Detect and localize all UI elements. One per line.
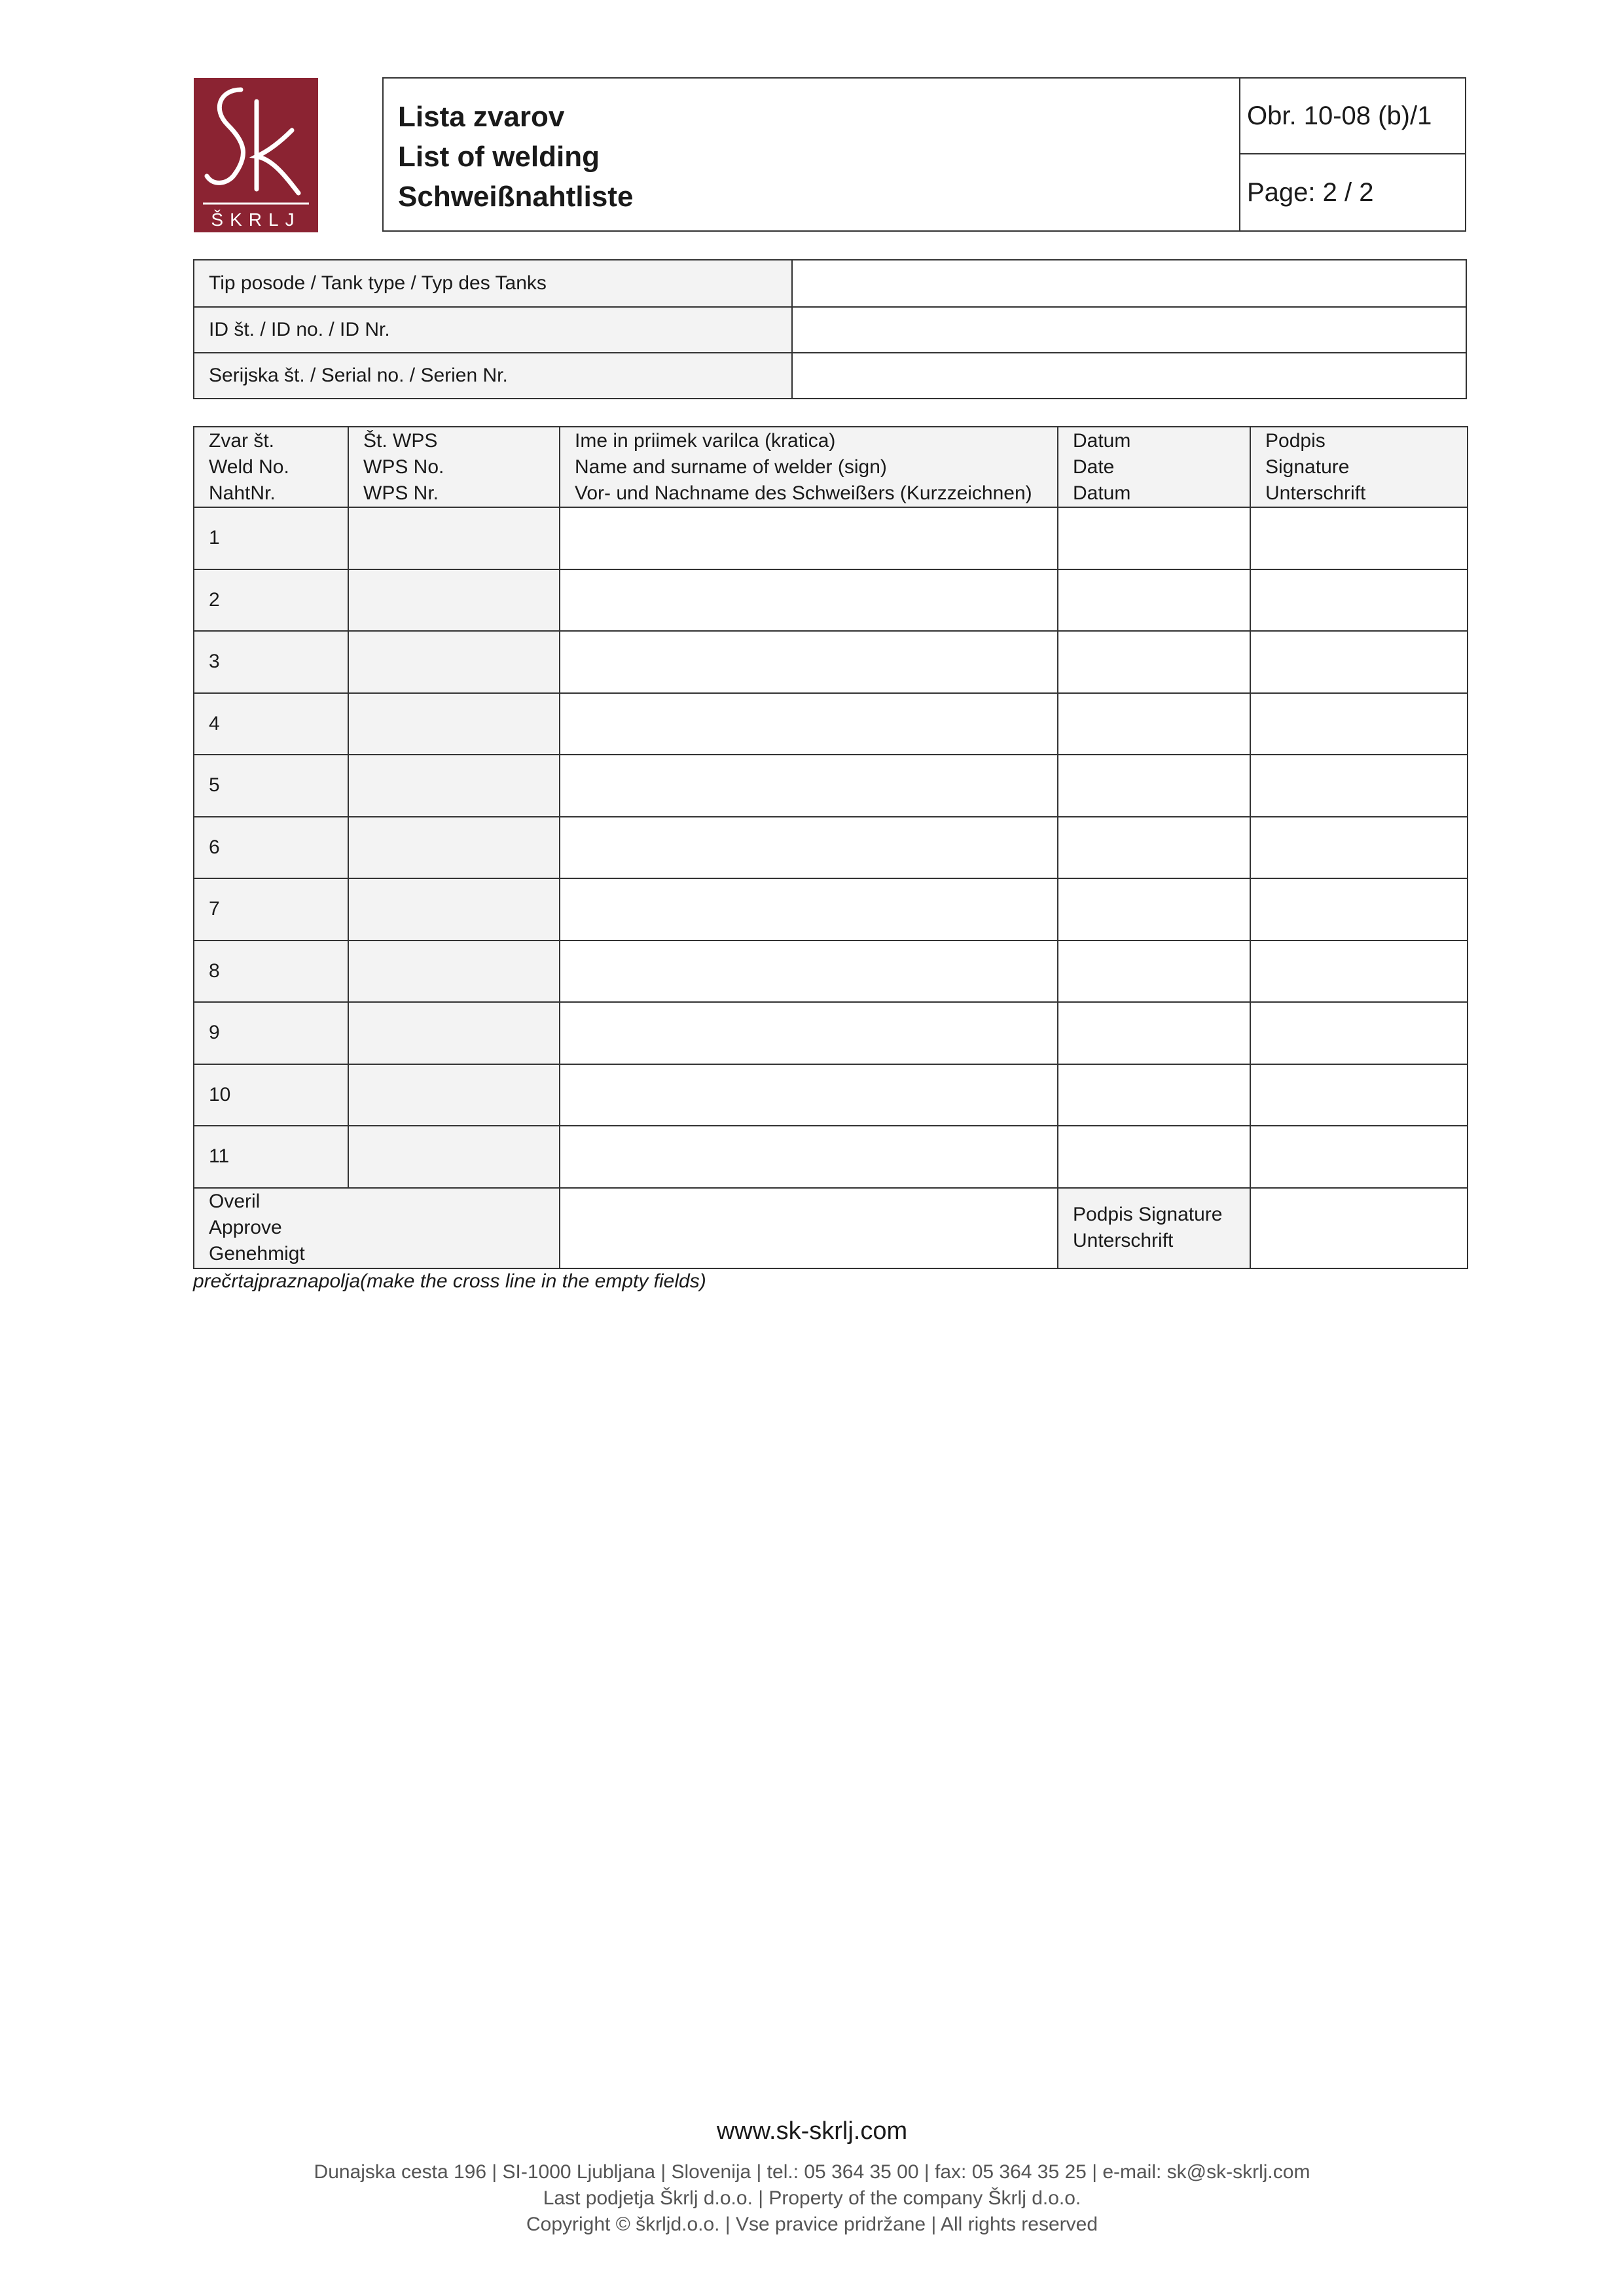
tank-type-row [194,260,1466,306]
table-row [194,507,1468,569]
id-no-field[interactable] [793,308,1466,352]
title-english: List of welding [398,141,600,173]
wps-no-field[interactable] [348,1064,560,1126]
tank-info-table [193,259,1467,399]
welder-name-field[interactable] [560,693,1058,755]
header-date: Datum Date Datum [1058,427,1250,507]
welder-name-field[interactable] [560,507,1058,569]
welder-name-field[interactable] [560,755,1058,817]
table-row [194,693,1468,755]
date-field[interactable] [1058,569,1250,632]
document-header [382,77,1466,232]
approve-label: Overil Approve Genehmigt [194,1188,560,1268]
tank-type-label: Tip posode / Tank type / Typ des Tanks [194,260,793,306]
wps-no-field[interactable] [348,755,560,817]
table-row [194,817,1468,879]
wps-no-field[interactable] [348,507,560,569]
serial-no-row [194,352,1466,398]
weld-number-cell: 1 [194,507,348,569]
header-wps-no: Št. WPS WPS No. WPS Nr. [348,427,560,507]
empty-fields-note: prečrtajpraznapolja(make the cross line in the empty fields) [193,1270,706,1292]
footer-copyright: Copyright © škrljd.o.o. | Vse pravice pridržane | All rights reserved [526,2214,1098,2235]
table-row [194,755,1468,817]
table-row [194,1126,1468,1188]
signature-field[interactable] [1250,631,1468,693]
wps-no-field[interactable] [348,693,560,755]
weld-number-cell: 6 [194,817,348,879]
welder-name-field[interactable] [560,941,1058,1003]
welder-name-field[interactable] [560,878,1058,941]
header-signature: Podpis Signature Unterschrift [1250,427,1468,507]
signature-field[interactable] [1250,507,1468,569]
form-code: Obr. 10-08 (b)/1 [1240,79,1465,154]
signature-field[interactable] [1250,941,1468,1003]
weld-number-cell: 8 [194,941,348,1003]
weld-number-cell: 9 [194,1002,348,1064]
signature-field[interactable] [1250,878,1468,941]
table-row [194,1064,1468,1126]
date-field[interactable] [1058,693,1250,755]
welder-name-field[interactable] [560,1064,1058,1126]
footer-website[interactable]: www.sk-skrlj.com [716,2117,908,2145]
id-no-row [194,306,1466,352]
wps-no-field[interactable] [348,631,560,693]
approve-signature-field[interactable] [1250,1188,1468,1268]
document-meta [1240,79,1465,230]
weld-number-cell: 2 [194,569,348,632]
document-title [384,79,1240,230]
serial-no-field[interactable] [793,353,1466,398]
weld-number-cell: 10 [194,1064,348,1126]
table-header-row [194,427,1468,507]
table-row [194,569,1468,632]
header-welder-name: Ime in priimek varilca (kratica) Name and surname of welder (sign) Vor- und Nachname des Schweißers (Kurzzeichnen) [560,427,1058,507]
weld-number-cell: 7 [194,878,348,941]
wps-no-field[interactable] [348,1002,560,1064]
approve-signature-label: Podpis Signature Unterschrift [1058,1188,1250,1268]
id-no-label: ID št. / ID no. / ID Nr. [194,308,793,352]
wps-no-field[interactable] [348,878,560,941]
welder-name-field[interactable] [560,1126,1058,1188]
signature-field[interactable] [1250,1126,1468,1188]
welder-name-field[interactable] [560,631,1058,693]
date-field[interactable] [1058,1002,1250,1064]
logo-brand-text: ŠKRLJ [211,209,301,230]
signature-field[interactable] [1250,569,1468,632]
company-logo [194,78,318,232]
welder-name-field[interactable] [560,1002,1058,1064]
table-row [194,941,1468,1003]
welder-name-field[interactable] [560,817,1058,879]
weld-number-cell: 5 [194,755,348,817]
wps-no-field[interactable] [348,941,560,1003]
footer-property: Last podjetja Škrlj d.o.o. | Property of the company Škrlj d.o.o. [543,2187,1081,2209]
table-row [194,631,1468,693]
date-field[interactable] [1058,1126,1250,1188]
approval-row [194,1188,1468,1268]
approve-name-field[interactable] [560,1188,1058,1268]
date-field[interactable] [1058,507,1250,569]
date-field[interactable] [1058,817,1250,879]
page-number: Page: 2 / 2 [1247,177,1374,207]
welding-list-table [193,426,1468,1269]
date-field[interactable] [1058,878,1250,941]
weld-number-cell: 3 [194,631,348,693]
date-field[interactable] [1058,1064,1250,1126]
tank-type-field[interactable] [793,260,1466,306]
wps-no-field[interactable] [348,1126,560,1188]
header-weld-no: Zvar št. Weld No. NahtNr. [194,427,348,507]
footer-address: Dunajska cesta 196 | SI-1000 Ljubljana | Slovenija | tel.: 05 364 35 00 | fax: 05 364 35 25 | e-mail: sk@sk-skrlj.com [314,2161,1310,2183]
table-row [194,878,1468,941]
signature-field[interactable] [1250,1064,1468,1126]
table-row [194,1002,1468,1064]
welder-name-field[interactable] [560,569,1058,632]
signature-field[interactable] [1250,693,1468,755]
date-field[interactable] [1058,755,1250,817]
signature-field[interactable] [1250,817,1468,879]
wps-no-field[interactable] [348,817,560,879]
date-field[interactable] [1058,941,1250,1003]
wps-no-field[interactable] [348,569,560,632]
title-german: Schweißnahtliste [398,181,634,213]
signature-field[interactable] [1250,755,1468,817]
weld-number-cell: 4 [194,693,348,755]
weld-rows [194,507,1468,1188]
weld-number-cell: 11 [194,1126,348,1188]
signature-field[interactable] [1250,1002,1468,1064]
serial-no-label: Serijska št. / Serial no. / Serien Nr. [194,353,793,398]
date-field[interactable] [1058,631,1250,693]
title-slovenian: Lista zvarov [398,101,565,133]
